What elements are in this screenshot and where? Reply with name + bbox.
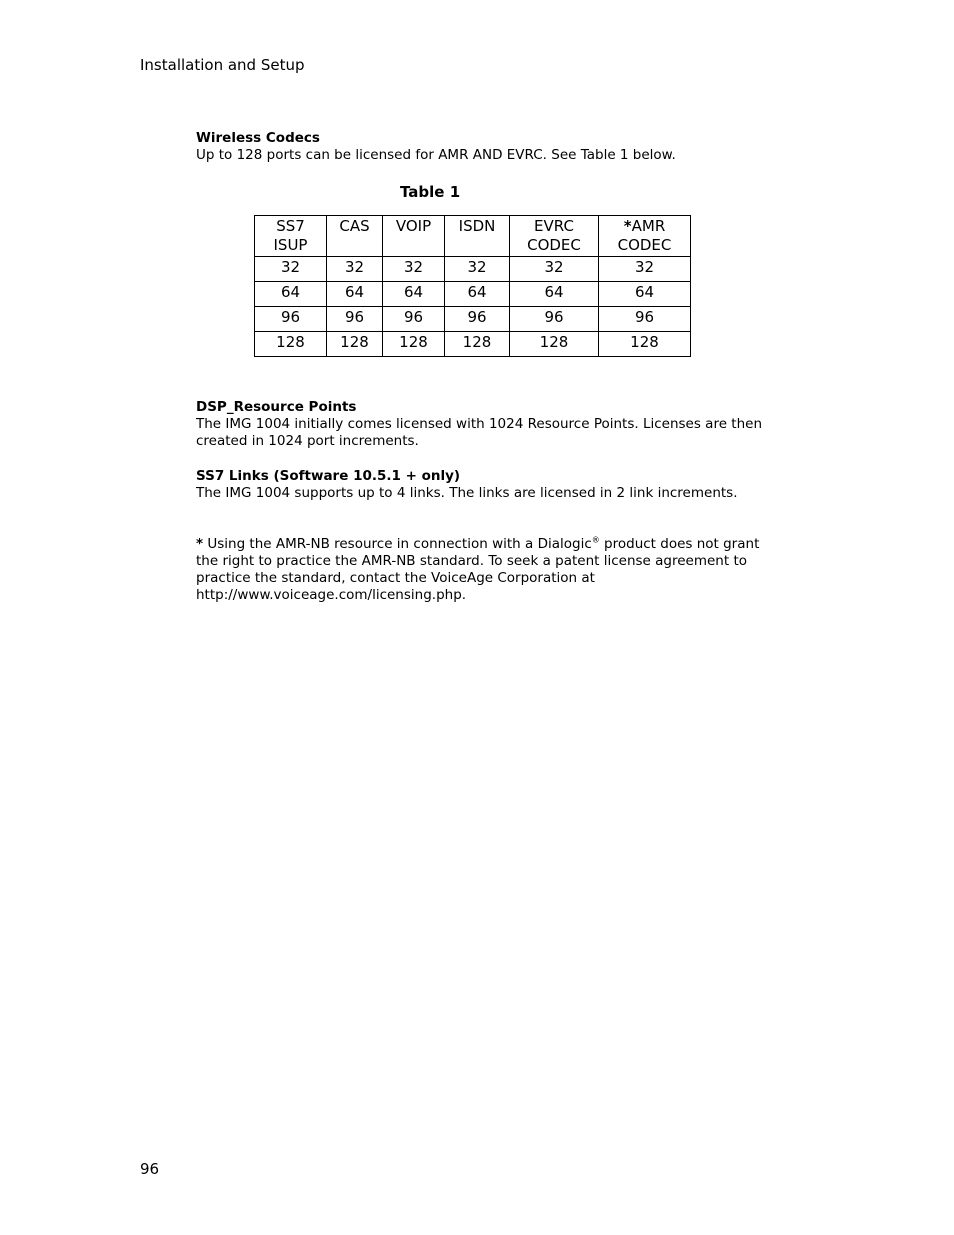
header-cell: VOIP <box>383 216 445 257</box>
table-row <box>255 257 691 282</box>
table-caption: Table 1 <box>400 183 461 201</box>
dsp-resource-section <box>196 399 796 450</box>
footnote-line: the right to practice the AMR-NB standard. To seek a patent license agreement to <box>196 553 748 569</box>
table-cell: 64 <box>255 282 327 307</box>
table-cell: 64 <box>383 282 445 307</box>
table-cell: 32 <box>255 257 327 282</box>
table-cell: 96 <box>599 307 691 332</box>
table-row <box>255 332 691 357</box>
header-cell: EVRC CODEC <box>510 216 599 257</box>
table-cell: 96 <box>445 307 510 332</box>
table-cell: 64 <box>445 282 510 307</box>
footnote-line: practice the standard, contact the VoiceAge Corporation at <box>196 570 595 586</box>
table-cell: 128 <box>383 332 445 357</box>
table-cell: 64 <box>599 282 691 307</box>
section-text: Up to 128 ports can be licensed for AMR AND EVRC. See Table 1 below. <box>196 147 676 163</box>
section-heading: Wireless Codecs <box>196 130 320 146</box>
section-heading: DSP_Resource Points <box>196 399 357 415</box>
header-cell: ISDN <box>445 216 510 257</box>
table-cell: 32 <box>510 257 599 282</box>
table-cell: 128 <box>327 332 383 357</box>
wireless-codecs-section <box>196 130 796 164</box>
table-cell: 32 <box>327 257 383 282</box>
section-text-line: The IMG 1004 initially comes licensed with 1024 Resource Points. Licenses are then <box>196 416 763 432</box>
footnote-url: http://www.voiceage.com/licensing.php. <box>196 587 467 603</box>
table-cell: 64 <box>327 282 383 307</box>
asterisk-mark: * <box>623 217 632 235</box>
table-cell: 96 <box>255 307 327 332</box>
table-cell: 32 <box>383 257 445 282</box>
table-cell: 128 <box>599 332 691 357</box>
table-row <box>255 307 691 332</box>
section-text: The IMG 1004 supports up to 4 links. The links are licensed in 2 link increments. <box>196 485 738 501</box>
table-cell: 32 <box>445 257 510 282</box>
registered-mark: ® <box>591 535 600 545</box>
section-text-line: created in 1024 port increments. <box>196 433 419 449</box>
table-cell: 96 <box>383 307 445 332</box>
header-cell: *AMR CODEC <box>599 216 691 257</box>
table-cell: 128 <box>510 332 599 357</box>
table-cell: 128 <box>255 332 327 357</box>
table-row <box>255 282 691 307</box>
amr-footnote <box>196 536 796 604</box>
header-cell: CAS <box>327 216 383 257</box>
table-cell: 96 <box>510 307 599 332</box>
table-cell: 64 <box>510 282 599 307</box>
footnote-line: * Using the AMR-NB resource in connection with a Dialogic® product does not grant <box>196 535 760 552</box>
section-heading: SS7 Links (Software 10.5.1 + only) <box>196 468 461 484</box>
header-cell: SS7 ISUP <box>255 216 327 257</box>
page-number: 96 <box>140 1160 160 1178</box>
ss7-links-section <box>196 468 796 502</box>
table-header-row <box>255 216 691 257</box>
table-cell: 96 <box>327 307 383 332</box>
asterisk-mark: * <box>196 536 204 552</box>
license-table <box>254 215 691 357</box>
running-header: Installation and Setup <box>140 56 305 74</box>
table-cell: 128 <box>445 332 510 357</box>
table-cell: 32 <box>599 257 691 282</box>
